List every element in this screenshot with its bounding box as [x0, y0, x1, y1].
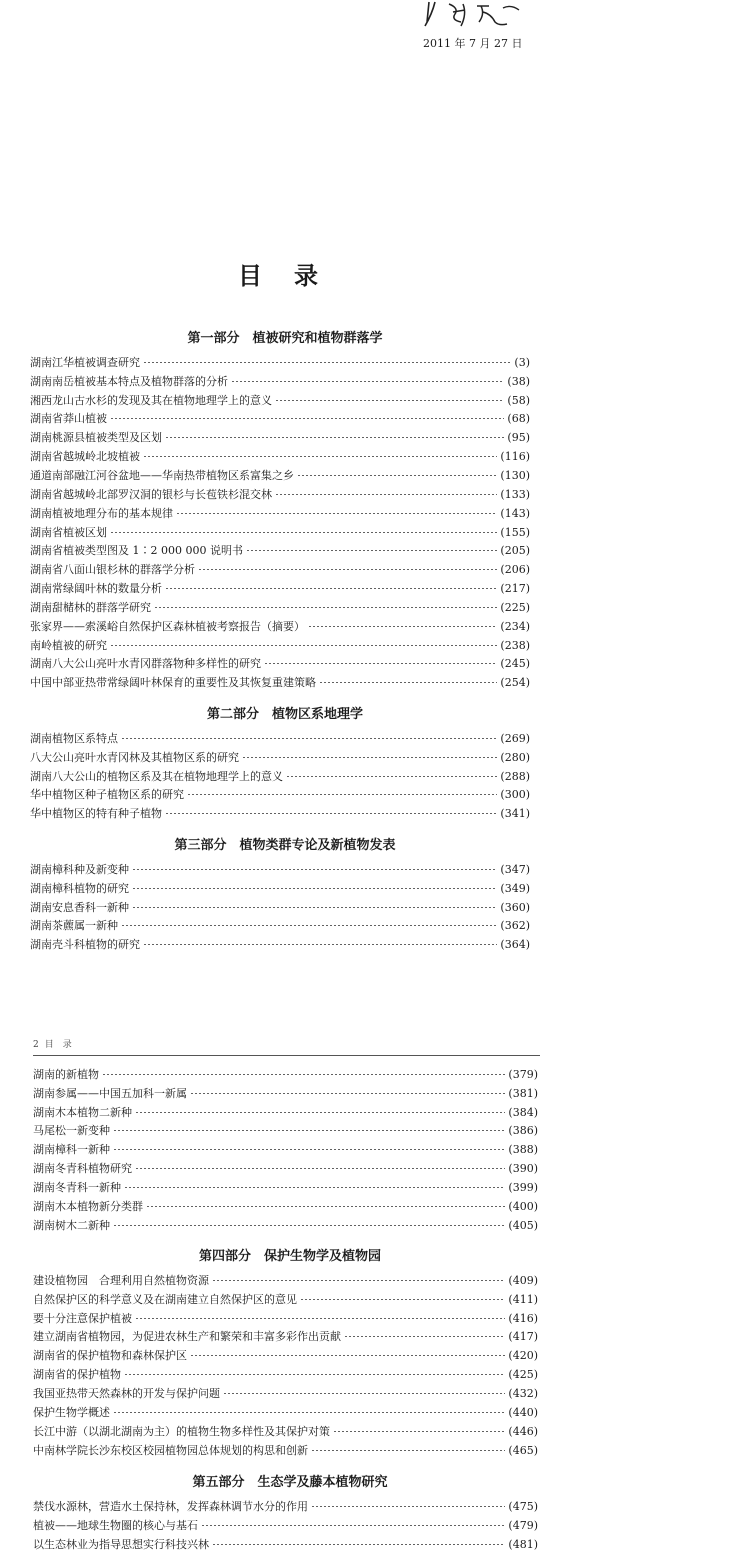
signature-date: 2011 年 7 月 27 日 [423, 37, 523, 50]
dot-leader [319, 682, 497, 683]
toc-entry[interactable] [30, 917, 530, 936]
toc-entry-page: (155) [500, 525, 530, 539]
toc-entry-title: 湖南植物区系特点 [30, 731, 118, 745]
toc-entry-title: 植被——地球生物圈的核心与基石 [33, 1518, 198, 1532]
toc-entry[interactable] [33, 1178, 538, 1197]
toc-entry-title: 以生态林业为指导思想实行科技兴林 [33, 1537, 209, 1551]
toc-entry[interactable] [30, 391, 530, 410]
toc-entry-page: (475) [508, 1499, 538, 1513]
toc-entry[interactable] [33, 1159, 538, 1178]
dot-leader [113, 1149, 505, 1150]
toc-entry-page: (420) [508, 1349, 538, 1363]
dot-leader [135, 1168, 505, 1169]
toc-entry-page: (386) [508, 1124, 538, 1138]
toc-entry[interactable] [30, 353, 530, 372]
toc-entry-title: 湖南省的保护植物和森林保护区 [33, 1349, 187, 1363]
dot-leader [308, 626, 497, 627]
toc-entry-title: 湖南省的保护植物 [33, 1368, 121, 1382]
toc-entry-page: (400) [508, 1199, 538, 1213]
dot-leader [311, 1506, 505, 1507]
toc-entry-page: (95) [507, 431, 530, 445]
toc-entry-page: (360) [500, 900, 530, 914]
toc-entry[interactable] [33, 1084, 538, 1103]
part-2-entries [30, 729, 530, 823]
dot-leader [286, 776, 497, 777]
dot-leader [231, 381, 504, 382]
toc-entry-title: 湖南植被地理分布的基本规律 [30, 506, 173, 520]
dot-leader [124, 1374, 505, 1375]
toc-entry-title: 南岭植被的研究 [30, 638, 107, 652]
page-2-header [33, 1037, 540, 1056]
toc-entry-title: 湖南八大公山亮叶水青冈群落物种多样性的研究 [30, 657, 261, 671]
toc-entry[interactable] [33, 1346, 538, 1365]
dot-leader [121, 925, 497, 926]
toc-entry[interactable] [33, 1271, 538, 1290]
part-4-entries [33, 1271, 538, 1459]
dot-leader [113, 1130, 505, 1131]
toc-entry-page: (116) [500, 450, 530, 464]
toc-entry-title: 湖南省八面山银杉林的群落学分析 [30, 563, 195, 577]
dot-leader [113, 1412, 505, 1413]
toc-entry[interactable] [30, 655, 530, 674]
toc-entry[interactable] [30, 504, 530, 523]
toc-entry[interactable] [33, 1140, 538, 1159]
dot-leader [223, 1393, 505, 1394]
toc-entry[interactable] [33, 1384, 538, 1403]
toc-entry-page: (416) [508, 1311, 538, 1325]
toc-entry[interactable] [33, 1441, 538, 1460]
toc-entry-title: 湖南树木二新种 [33, 1218, 110, 1232]
toc-entry-page: (38) [507, 374, 530, 388]
toc-entry[interactable] [33, 1290, 538, 1309]
dot-leader [198, 569, 497, 570]
dot-leader [344, 1336, 505, 1337]
toc-entry[interactable] [33, 1103, 538, 1122]
dot-leader [201, 1525, 505, 1526]
toc-entry[interactable] [30, 860, 530, 879]
toc-entry[interactable] [30, 598, 530, 617]
part-4-title: 第四部分 保护生物学及植物园 [198, 1249, 381, 1264]
toc-entry-title: 长江中游（以湖北湖南为主）的植物生物多样性及其保护对策 [33, 1424, 330, 1438]
toc-entry-title: 湖南樟科一新种 [33, 1143, 110, 1157]
toc-entry-page: (479) [508, 1518, 538, 1532]
toc-entry-title: 华中植物区的特有种子植物 [30, 807, 162, 821]
part-3-continued-entries [33, 1065, 538, 1235]
toc-entry-page: (280) [500, 750, 530, 764]
dot-leader [132, 907, 497, 908]
toc-entry-title: 湖南省植被区划 [30, 525, 107, 539]
toc-entry-title: 马尾松一新变种 [33, 1124, 110, 1138]
toc-entry-page: (3) [514, 355, 530, 369]
toc-entry-page: (341) [500, 807, 530, 821]
toc-entry[interactable] [30, 898, 530, 917]
dot-leader [165, 588, 497, 589]
toc-entry-page: (379) [508, 1067, 538, 1081]
toc-entry[interactable] [33, 1065, 538, 1084]
part-3-title: 第三部分 植物类群专论及新植物发表 [174, 838, 396, 853]
part-3-entries [30, 860, 530, 954]
toc-entry-title: 湖南省越城岭北部罗汉洞的银杉与长苞铁杉混交林 [30, 487, 272, 501]
dot-leader [246, 550, 497, 551]
dot-leader [242, 757, 497, 758]
toc-entry-page: (390) [508, 1162, 538, 1176]
toc-entry-page: (225) [500, 600, 530, 614]
toc-entry-title: 湖南省植被类型图及 1∶2 000 000 说明书 [30, 544, 243, 558]
toc-entry-title: 湖南壳斗科植物的研究 [30, 938, 140, 952]
toc-entry-title: 中南林学院长沙东校区校园植物园总体规划的构思和创新 [33, 1443, 308, 1457]
toc-entry-page: (130) [500, 468, 530, 482]
toc-entry-page: (206) [500, 563, 530, 577]
signature-graphic [415, 0, 535, 30]
dot-leader [212, 1544, 505, 1545]
toc-entry-title: 湖南樟科植物的研究 [30, 881, 129, 895]
toc-entry-title: 禁伐水源林，营造水土保持林，发挥森林调节水分的作用 [33, 1499, 308, 1513]
toc-entry-title: 湖南木本植物二新种 [33, 1105, 132, 1119]
toc-entry-title: 要十分注意保护植被 [33, 1311, 132, 1325]
toc-entry-page: (362) [500, 919, 530, 933]
toc-entry-page: (384) [508, 1105, 538, 1119]
toc-entry-page: (388) [508, 1143, 538, 1157]
toc-entry-page: (217) [500, 582, 530, 596]
dot-leader [333, 1431, 505, 1432]
toc-entry[interactable] [30, 410, 530, 429]
toc-entry-page: (425) [508, 1368, 538, 1382]
toc-entry-title: 湖南冬青科一新种 [33, 1180, 121, 1194]
toc-entry[interactable] [30, 935, 530, 954]
toc-entry[interactable] [30, 748, 530, 767]
toc-entry-title: 中国中部亚热带常绿阔叶林保育的重要性及其恢复重建策略 [30, 676, 316, 690]
toc-entry-title: 八大公山亮叶水青冈林及其植物区系的研究 [30, 750, 239, 764]
toc-entry[interactable] [30, 560, 530, 579]
toc-entry-page: (411) [508, 1292, 538, 1306]
part-2-title: 第二部分 植物区系地理学 [206, 707, 363, 722]
toc-entry[interactable] [30, 466, 530, 485]
toc-entry-title: 湖南南岳植被基本特点及植物群落的分析 [30, 374, 228, 388]
dot-leader [275, 494, 497, 495]
dot-leader [165, 437, 504, 438]
toc-entry-page: (446) [508, 1424, 538, 1438]
dot-leader [110, 645, 497, 646]
dot-leader [132, 869, 497, 870]
toc-entry-page: (143) [500, 506, 530, 520]
toc-entry-title: 湖南参属——中国五加科一新属 [33, 1086, 187, 1100]
toc-entry-title: 湖南樟科种及新变种 [30, 862, 129, 876]
toc-entry[interactable] [33, 1535, 538, 1554]
dot-leader [190, 1093, 505, 1094]
toc-entry-title: 张家界——索溪峪自然保护区森林植被考察报告（摘要） [30, 619, 305, 633]
toc-entry[interactable] [30, 372, 530, 391]
part-1-title: 第一部分 植被研究和植物群落学 [187, 331, 383, 346]
toc-entry-page: (481) [508, 1537, 538, 1551]
toc-entry[interactable] [30, 673, 530, 692]
toc-entry-page: (432) [508, 1386, 538, 1400]
toc-entry-page: (349) [500, 881, 530, 895]
toc-entry-title: 湖南江华植被调查研究 [30, 355, 140, 369]
toc-entry-page: (364) [500, 938, 530, 952]
toc-entry[interactable] [30, 541, 530, 560]
toc-entry-title: 湖南的新植物 [33, 1067, 99, 1081]
toc-entry-title: 湖南常绿阔叶林的数量分析 [30, 582, 162, 596]
toc-entry[interactable] [33, 1497, 538, 1516]
toc-entry[interactable] [30, 523, 530, 542]
toc-entry[interactable] [30, 786, 530, 805]
dot-leader [165, 813, 497, 814]
toc-entry-page: (440) [508, 1405, 538, 1419]
toc-entry-page: (254) [500, 676, 530, 690]
toc-entry[interactable] [33, 1516, 538, 1535]
toc-entry-page: (68) [507, 412, 530, 426]
dot-leader [132, 888, 497, 889]
toc-entry-page: (288) [500, 769, 530, 783]
dot-leader [143, 362, 511, 363]
toc-entry-title: 建立湖南省植物园，为促进农林生产和繁荣和丰富多彩作出贡献 [33, 1330, 341, 1344]
dot-leader [311, 1450, 505, 1451]
toc-entry[interactable] [30, 579, 530, 598]
part-1-entries [30, 353, 530, 692]
toc-entry-title: 湖南甜槠林的群落学研究 [30, 600, 151, 614]
toc-entry[interactable] [33, 1403, 538, 1422]
toc-entry-page: (245) [500, 657, 530, 671]
toc-entry[interactable] [30, 636, 530, 655]
toc-entry[interactable] [30, 617, 530, 636]
toc-entry-page: (347) [500, 862, 530, 876]
dot-leader [135, 1318, 505, 1319]
toc-entry[interactable] [33, 1422, 538, 1441]
toc-entry-page: (405) [508, 1218, 538, 1232]
dot-leader [143, 456, 497, 457]
part-5-entries [33, 1497, 538, 1554]
toc-entry-page: (234) [500, 619, 530, 633]
toc-entry-page: (238) [500, 638, 530, 652]
toc-entry-title: 建设植物园 合理利用自然植物资源 [33, 1273, 209, 1287]
dot-leader [102, 1074, 505, 1075]
dot-leader [190, 1355, 505, 1356]
toc-entry-page: (205) [500, 544, 530, 558]
dot-leader [124, 1187, 505, 1188]
toc-entry-title: 湖南八大公山的植物区系及其在植物地理学上的意义 [30, 769, 283, 783]
toc-title: 目 录 [238, 261, 322, 290]
dot-leader [146, 1206, 505, 1207]
dot-leader [176, 513, 497, 514]
part-5-title: 第五部分 生态学及藤本植物研究 [192, 1475, 388, 1490]
toc-entry[interactable] [30, 729, 530, 748]
toc-entry-title: 保护生物学概述 [33, 1405, 110, 1419]
toc-entry-title: 华中植物区种子植物区系的研究 [30, 788, 184, 802]
toc-entry[interactable] [33, 1216, 538, 1235]
toc-entry-page: (417) [508, 1330, 538, 1344]
toc-entry[interactable] [33, 1197, 538, 1216]
toc-entry[interactable] [33, 1309, 538, 1328]
toc-entry[interactable] [30, 485, 530, 504]
toc-entry[interactable] [30, 767, 530, 786]
dot-leader [121, 738, 497, 739]
running-head: 目 录 [44, 1040, 72, 1050]
dot-leader [300, 1299, 505, 1300]
toc-entry-title: 湖南桃源县植被类型及区划 [30, 431, 162, 445]
toc-entry-page: (58) [507, 393, 530, 407]
toc-entry-page: (381) [508, 1086, 538, 1100]
dot-leader [110, 418, 504, 419]
toc-entry-page: (399) [508, 1180, 538, 1194]
toc-entry-title: 通道南部融江河谷盆地——华南热带植物区系富集之乡 [30, 468, 294, 482]
dot-leader [154, 607, 497, 608]
dot-leader [135, 1112, 505, 1113]
dot-leader [297, 475, 497, 476]
toc-entry-title: 自然保护区的科学意义及在湖南建立自然保护区的意见 [33, 1292, 297, 1306]
toc-entry-title: 湖南茶藨属一新种 [30, 919, 118, 933]
dot-leader [143, 944, 497, 945]
toc-entry-page: (269) [500, 731, 530, 745]
toc-entry-page: (133) [500, 487, 530, 501]
toc-entry[interactable] [33, 1328, 538, 1347]
toc-entry-title: 我国亚热带天然森林的开发与保护问题 [33, 1386, 220, 1400]
dot-leader [264, 663, 497, 664]
toc-entry[interactable] [33, 1122, 538, 1141]
toc-entry-title: 湖南冬青科植物研究 [33, 1162, 132, 1176]
toc-entry[interactable] [30, 804, 530, 823]
toc-entry[interactable] [33, 1365, 538, 1384]
toc-entry-title: 湖南省越城岭北坡植被 [30, 450, 140, 464]
toc-entry[interactable] [30, 447, 530, 466]
page-number: 2 [33, 1040, 39, 1050]
dot-leader [275, 400, 504, 401]
toc-entry[interactable] [30, 428, 530, 447]
dot-leader [113, 1225, 505, 1226]
toc-entry-title: 湖南省莽山植被 [30, 412, 107, 426]
toc-entry-page: (300) [500, 788, 530, 802]
toc-entry[interactable] [30, 879, 530, 898]
signature [415, 0, 535, 30]
toc-entry-title: 湖南木本植物新分类群 [33, 1199, 143, 1213]
toc-entry-page: (409) [508, 1273, 538, 1287]
dot-leader [110, 532, 497, 533]
toc-entry-page: (465) [508, 1443, 538, 1457]
toc-entry-title: 湖南安息香科一新种 [30, 900, 129, 914]
dot-leader [187, 794, 497, 795]
dot-leader [212, 1280, 505, 1281]
toc-entry-title: 湘西龙山古水杉的发现及其在植物地理学上的意义 [30, 393, 272, 407]
